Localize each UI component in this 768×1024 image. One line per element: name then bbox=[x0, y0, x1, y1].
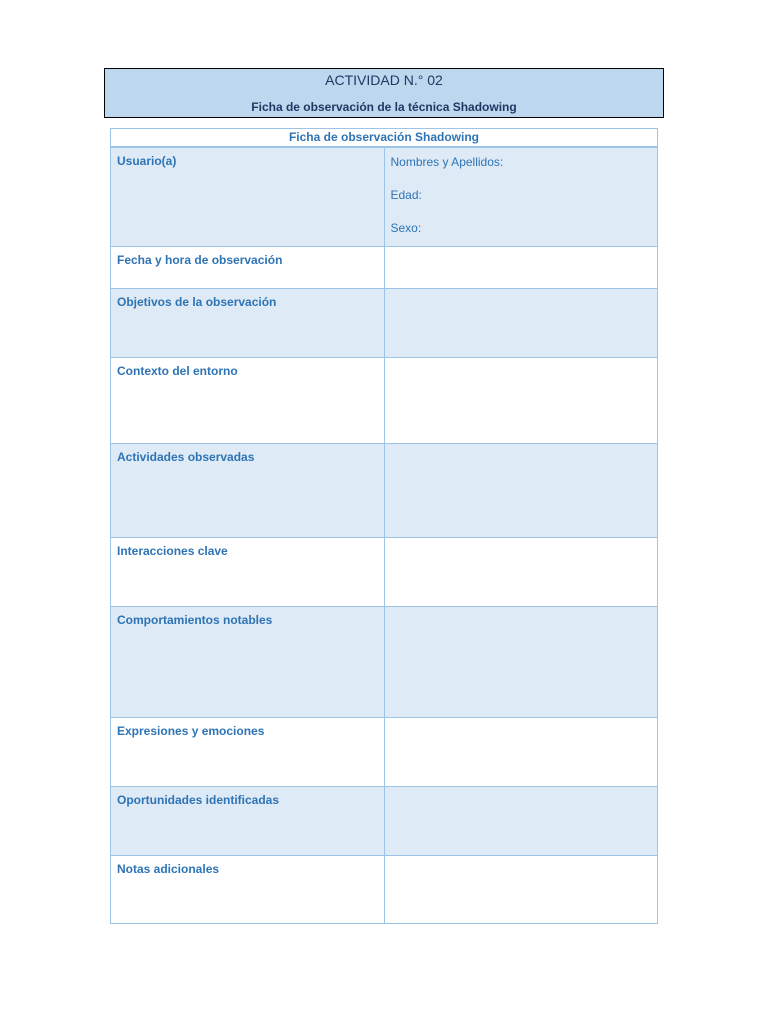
form-row-notas bbox=[111, 856, 658, 924]
table-title: Ficha de observación Shadowing bbox=[111, 129, 658, 147]
user-name-field: Nombres y Apellidos: bbox=[390, 154, 504, 169]
row-label-oportunidades: Oportunidades identificadas bbox=[111, 787, 385, 856]
row-label-actividades: Actividades observadas bbox=[111, 444, 385, 538]
form-row-usuario bbox=[111, 147, 658, 247]
row-label-expresiones: Expresiones y emociones bbox=[111, 718, 385, 787]
form-row-oportunidades bbox=[111, 787, 658, 856]
form-row-interacciones bbox=[111, 538, 658, 607]
form-row-actividades bbox=[111, 444, 658, 538]
row-label-usuario: Usuario(a) bbox=[111, 147, 385, 247]
activity-title: ACTIVIDAD N.° 02 bbox=[325, 72, 443, 88]
row-label-comportamientos: Comportamientos notables bbox=[111, 607, 385, 718]
row-value-actividades[interactable] bbox=[384, 444, 658, 538]
row-label-contexto: Contexto del entorno bbox=[111, 358, 385, 444]
row-value-comportamientos[interactable] bbox=[384, 607, 658, 718]
activity-subtitle: Ficha de observación de la técnica Shadowing bbox=[251, 100, 517, 114]
form-row-contexto bbox=[111, 358, 658, 444]
form-row-expresiones bbox=[111, 718, 658, 787]
table-title-row bbox=[111, 129, 658, 147]
observation-form-table bbox=[110, 128, 658, 924]
row-value-interacciones[interactable] bbox=[384, 538, 658, 607]
row-label-objetivos: Objetivos de la observación bbox=[111, 289, 385, 358]
form-row-fecha-hora bbox=[111, 247, 658, 289]
row-value-fecha-hora[interactable] bbox=[384, 247, 658, 289]
form-row-objetivos bbox=[111, 289, 658, 358]
row-value-notas[interactable] bbox=[384, 856, 658, 924]
row-value-expresiones[interactable] bbox=[384, 718, 658, 787]
user-info-cell[interactable] bbox=[384, 147, 658, 247]
user-age-field: Edad: bbox=[390, 187, 422, 202]
row-value-contexto[interactable] bbox=[384, 358, 658, 444]
row-value-oportunidades[interactable] bbox=[384, 787, 658, 856]
form-row-comportamientos bbox=[111, 607, 658, 718]
activity-header bbox=[104, 68, 664, 118]
user-sex-field: Sexo: bbox=[390, 220, 422, 235]
row-label-interacciones: Interacciones clave bbox=[111, 538, 385, 607]
row-label-notas: Notas adicionales bbox=[111, 856, 385, 924]
row-value-objetivos[interactable] bbox=[384, 289, 658, 358]
row-label-fecha-hora: Fecha y hora de observación bbox=[111, 247, 385, 289]
